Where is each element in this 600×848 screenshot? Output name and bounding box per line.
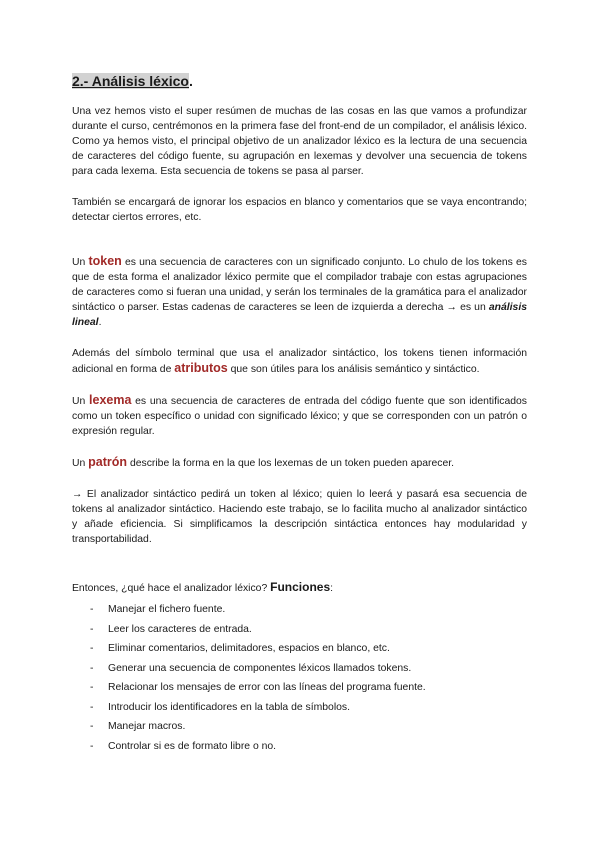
term-atributos: atributos	[174, 361, 228, 375]
document-content	[72, 73, 527, 756]
list-item: - Introducir los identificadores en la tabla de símbolos.	[90, 701, 351, 713]
functions-list	[72, 600, 527, 756]
term-patron: patrón	[88, 455, 128, 469]
lexema-paragraph: Un lexema es una secuencia de caracteres de entrada del código fuente que son identificados como un token específico o unidad con significado léxico; y que se corresponden con un patrón o expresión regular.	[72, 393, 528, 437]
list-item: - Eliminar comentarios, delimitadores, espacios en blanco, etc.	[90, 643, 390, 654]
functions-intro: Entonces, ¿qué hace el analizador léxico? Funciones:	[72, 580, 334, 594]
section-heading	[72, 73, 527, 89]
token-definition-paragraph: Un token es una secuencia de caracteres con un significado conjunto. Lo chulo de los tokens es que de esta forma el analizador léxico permite que el compilador trabaje con estas agrupaciones de caracteres como si fueran una unidad, y serán los terminales de la gramática para el analizador sintáctico o parser. Estas cadenas de caracteres se leen de izquierda a derecha → es un análisis lineal.	[72, 254, 528, 328]
list-item: - Leer los caracteres de entrada.	[90, 623, 252, 635]
list-item: - Manejar el fichero fuente.	[90, 604, 226, 615]
ignore-paragraph: También se encargará de ignorar los espacios en blanco y comentarios que se vaya encontrando; detectar ciertos errores, etc.	[72, 197, 527, 223]
list-item: - Manejar macros.	[90, 721, 186, 732]
section-heading-text: 2.- Análisis léxico	[72, 73, 189, 89]
term-lexema: lexema	[89, 393, 132, 407]
list-item: - Controlar si es de formato libre o no.	[90, 740, 277, 752]
list-item: - Generar una secuencia de componentes léxicos llamados tokens.	[90, 662, 412, 674]
patron-paragraph: Un patrón describe la forma en la que los lexemas de un token pueden aparecer.	[72, 455, 454, 469]
intro-paragraph: Una vez hemos visto el super resúmen de muchas de las cosas en las que vamos a profundizar durante el curso, centrémonos en la primera fase del front-end de un compilador, el análisis léxico. Como ya hemos visto, el principal objetivo de un analizador léxico es la lectura de una secuencia de caracteres del código fuente, su agrupación en lexemas y devolver una secuencia de tokens para cada lexema. Esta secuencia de tokens se pasa al parser.	[72, 106, 527, 177]
section-heading-tail: .	[188, 73, 193, 89]
functions-label: Funciones	[270, 580, 331, 594]
term-token: token	[88, 254, 122, 268]
attributes-paragraph: Además del símbolo terminal que usa el analizador sintáctico, los tokens tienen información adicional en forma de atributos que son útiles para los análisis semántico y sintáctico.	[72, 348, 527, 375]
emph-analisis-lineal: análisis lineal	[72, 302, 527, 328]
list-item: - Relacionar los mensajes de error con las líneas del programa fuente.	[90, 682, 426, 693]
parser-relation-paragraph: → El analizador sintáctico pedirá un token al léxico; quien lo leerá y pasará esa secuencia de tokens al analizador sintáctico. Haciendo este trabajo, se lo facilita mucho al analizador sintáctico y añade eficiencia. Si simplificamos la descripción sintáctica entonces hay modularidad y transportabilidad.	[72, 489, 527, 545]
